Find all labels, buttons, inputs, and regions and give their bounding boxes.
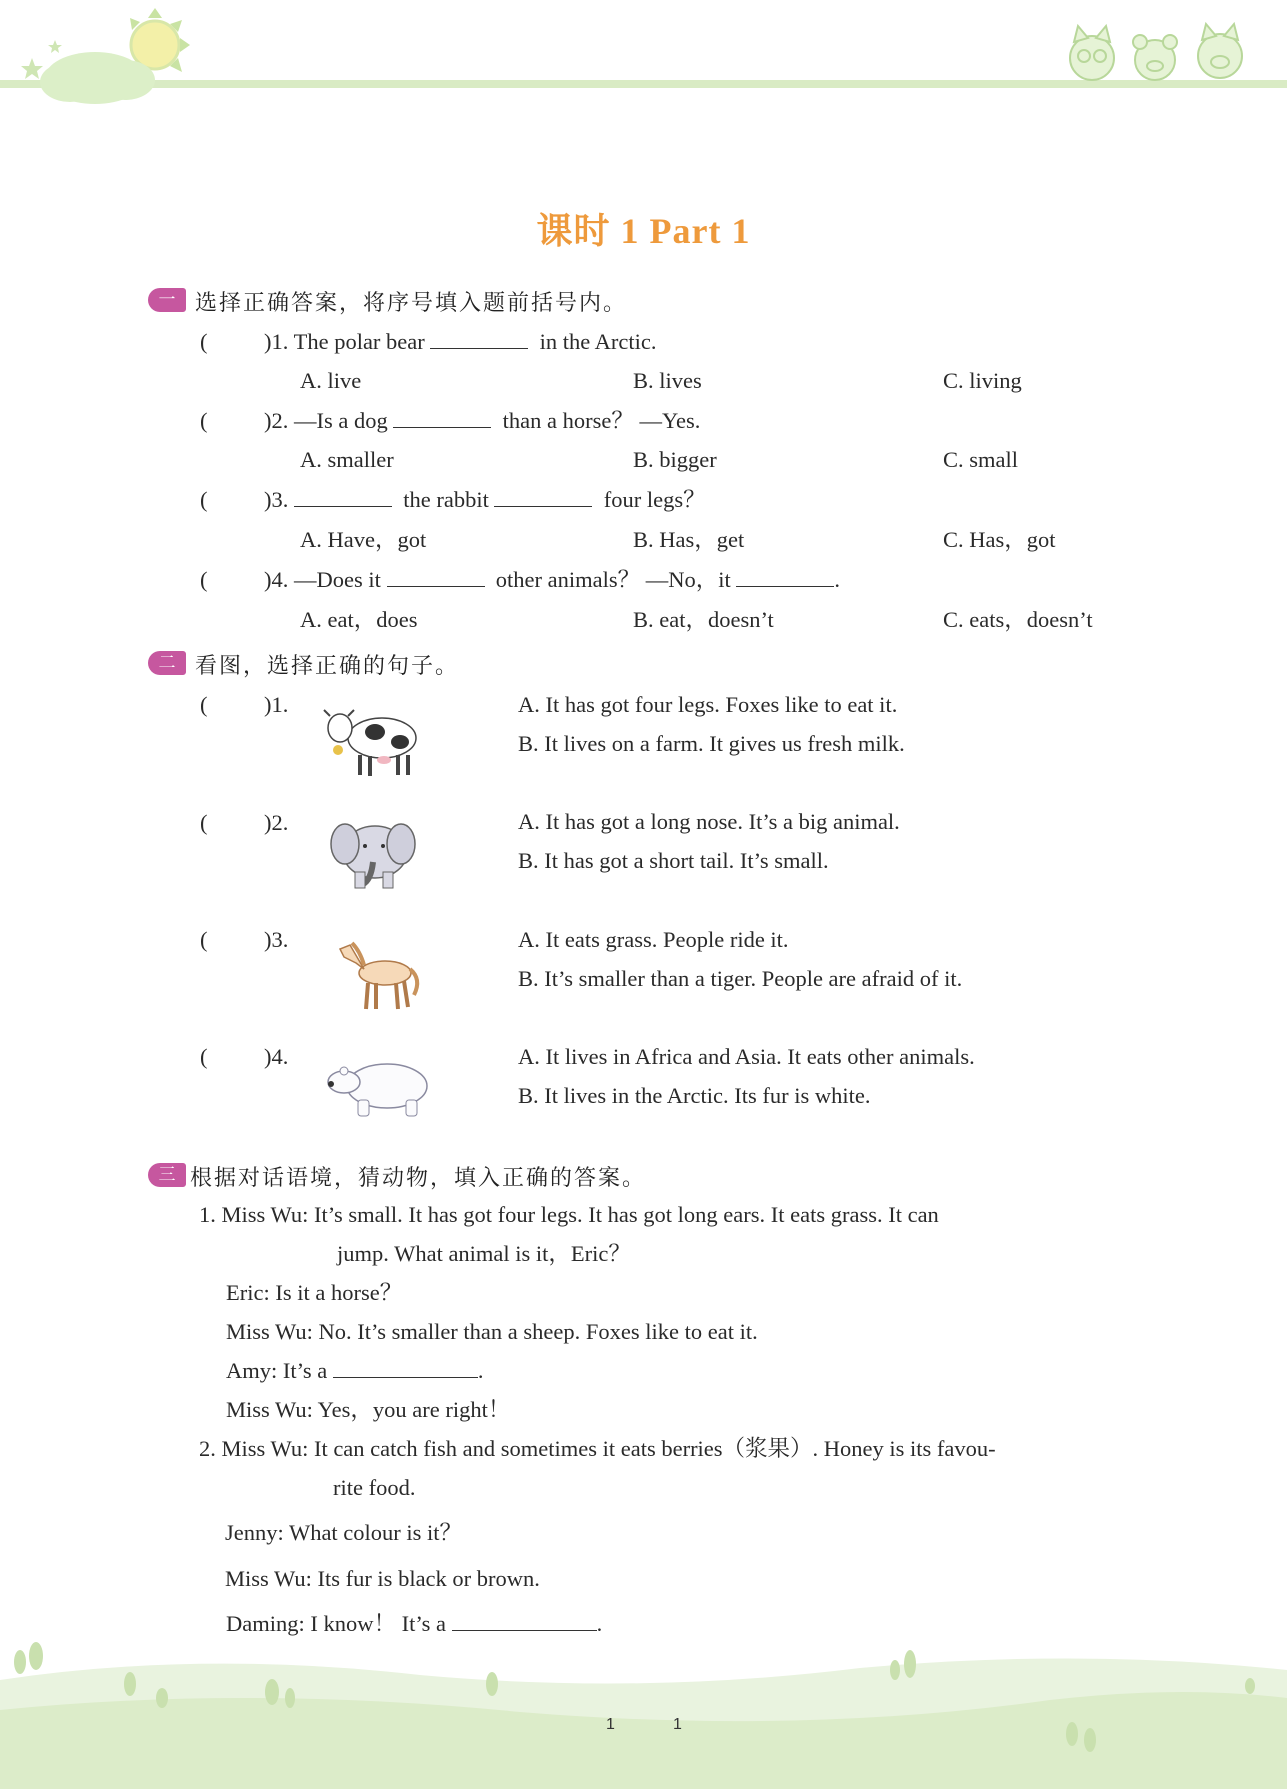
q2-open-paren: ( — [200, 408, 208, 433]
question-row-2 — [264, 406, 700, 436]
q4-answer-blank-2[interactable] — [736, 566, 834, 587]
q1-answer-blank[interactable] — [430, 328, 528, 349]
cow-icon — [320, 700, 425, 780]
question-row-3 — [264, 485, 706, 515]
q2-option-b: B. bigger — [633, 447, 717, 472]
dialogue2-line1: 2. Miss Wu: It can catch fish and sometimes it eats berries（浆果）. Honey is its favou- — [199, 1436, 996, 1461]
q2-text-a: —Is a dog — [294, 408, 388, 433]
page-number-left: 1 — [606, 1716, 615, 1733]
section-2-instruction: 看图，选择正确的句子。 — [195, 654, 460, 679]
q4-option-a: A. eat，does — [300, 607, 418, 632]
q3-open-paren: ( — [200, 487, 208, 512]
q3-answer-blank-2[interactable] — [494, 486, 592, 507]
polar-bear-icon — [322, 1052, 437, 1122]
page-title: 课时 1 Part 1 — [536, 211, 751, 251]
item4-open-paren: ( — [200, 1044, 208, 1069]
q3-text-b: four legs？ — [603, 487, 706, 512]
q1-number: )1. — [264, 329, 289, 354]
q1-open-paren: ( — [200, 329, 208, 354]
dialogue1-answer-blank[interactable] — [333, 1357, 478, 1378]
q1-option-a: A. live — [300, 368, 362, 393]
q3-option-a: A. Have，got — [300, 527, 427, 552]
q4-option-c: C. eats，doesn’t — [943, 607, 1093, 632]
dialogue2-line3: Jenny: What colour is it？ — [225, 1520, 463, 1545]
footer-hills-decoration — [0, 1640, 1287, 1789]
q1-option-b: B. lives — [633, 368, 702, 393]
item1-option-b: B. It lives on a farm. It gives us fresh milk. — [518, 731, 905, 756]
item2-option-b: B. It has got a short tail. It’s small. — [518, 848, 829, 873]
dialogue2-line5 — [226, 1609, 602, 1639]
pig-icon — [1198, 24, 1242, 78]
q3-option-c: C. Has，got — [943, 527, 1056, 552]
dialogue2-answer-blank[interactable] — [452, 1610, 597, 1631]
section-1-instruction: 选择正确答案，将序号填入题前括号内。 — [195, 291, 628, 316]
item2-number: )2. — [264, 810, 289, 835]
q4-number: )4. — [264, 567, 289, 592]
q4-text-c: . — [834, 567, 840, 592]
item1-open-paren: ( — [200, 692, 208, 717]
q1-option-c: C. living — [943, 368, 1022, 393]
q2-option-a: A. smaller — [300, 447, 394, 472]
page-number-right: 1 — [673, 1716, 682, 1733]
item1-number: )1. — [264, 692, 289, 717]
q4-text-b: other animals？ —No，it — [495, 567, 731, 592]
q2-text-b: than a horse？ —Yes. — [502, 408, 701, 433]
item2-open-paren: ( — [200, 810, 208, 835]
q4-option-b: B. eat，doesn’t — [633, 607, 774, 632]
horse-icon — [330, 935, 425, 1015]
elephant-icon — [325, 812, 420, 892]
dialogue2-line5-end: . — [596, 1611, 603, 1636]
animal-faces-decoration — [1060, 20, 1250, 90]
dialogue1-line6: Miss Wu: Yes，you are right！ — [226, 1397, 511, 1422]
dialogue1-line5-text: Amy: It’s a — [226, 1358, 328, 1383]
q4-text-a: —Does it — [294, 567, 381, 592]
dialogue2-line4: Miss Wu: Its fur is black or brown. — [225, 1566, 540, 1591]
q2-option-c: C. small — [943, 447, 1019, 472]
section-3-badge: 三 — [148, 1163, 186, 1187]
item2-option-a: A. It has got a long nose. It’s a big animal. — [518, 809, 900, 834]
q1-text-b: in the Arctic. — [539, 329, 657, 354]
question-row-1 — [264, 327, 657, 357]
item3-open-paren: ( — [200, 927, 208, 952]
q2-answer-blank[interactable] — [393, 407, 491, 428]
section-3-instruction: 根据对话语境，猜动物，填入正确的答案。 — [190, 1166, 647, 1191]
dialogue1-line4: Miss Wu: No. It’s smaller than a sheep. Foxes like to eat it. — [226, 1319, 758, 1344]
q3-answer-blank-1[interactable] — [294, 486, 392, 507]
section-2-badge: 二 — [148, 651, 186, 675]
sun-cloud-decoration — [0, 0, 200, 115]
q4-answer-blank-1[interactable] — [387, 566, 485, 587]
dialogue1-line3: Eric: Is it a horse？ — [226, 1280, 403, 1305]
item3-number: )3. — [264, 927, 289, 952]
dialogue1-line5 — [226, 1356, 484, 1386]
item4-number: )4. — [264, 1044, 289, 1069]
dialogue2-line2: rite food. — [333, 1475, 416, 1500]
section-1-badge: 一 — [148, 288, 186, 312]
q3-number: )3. — [264, 487, 289, 512]
item4-option-b: B. It lives in the Arctic. Its fur is white. — [518, 1083, 871, 1108]
dialogue1-line5-end: . — [477, 1358, 484, 1383]
cat-icon — [1070, 26, 1114, 80]
item3-option-a: A. It eats grass. People ride it. — [518, 927, 789, 952]
q1-text-a: The polar bear — [293, 329, 425, 354]
item3-option-b: B. It’s smaller than a tiger. People are afraid of it. — [518, 966, 963, 991]
dialogue2-line5-text: Daming: I know！ It’s a — [226, 1611, 446, 1636]
question-row-4 — [264, 565, 840, 595]
q3-text-a: the rabbit — [403, 487, 489, 512]
bear-icon — [1133, 35, 1177, 80]
dialogue1-line2: jump. What animal is it，Eric？ — [337, 1241, 631, 1266]
q2-number: )2. — [264, 408, 289, 433]
q3-option-b: B. Has，get — [633, 527, 745, 552]
dialogue1-line1: 1. Miss Wu: It’s small. It has got four legs. It has got long ears. It eats grass. It can — [199, 1202, 939, 1227]
item4-option-a: A. It lives in Africa and Asia. It eats other animals. — [518, 1044, 975, 1069]
q4-open-paren: ( — [200, 567, 208, 592]
item1-option-a: A. It has got four legs. Foxes like to eat it. — [518, 692, 898, 717]
